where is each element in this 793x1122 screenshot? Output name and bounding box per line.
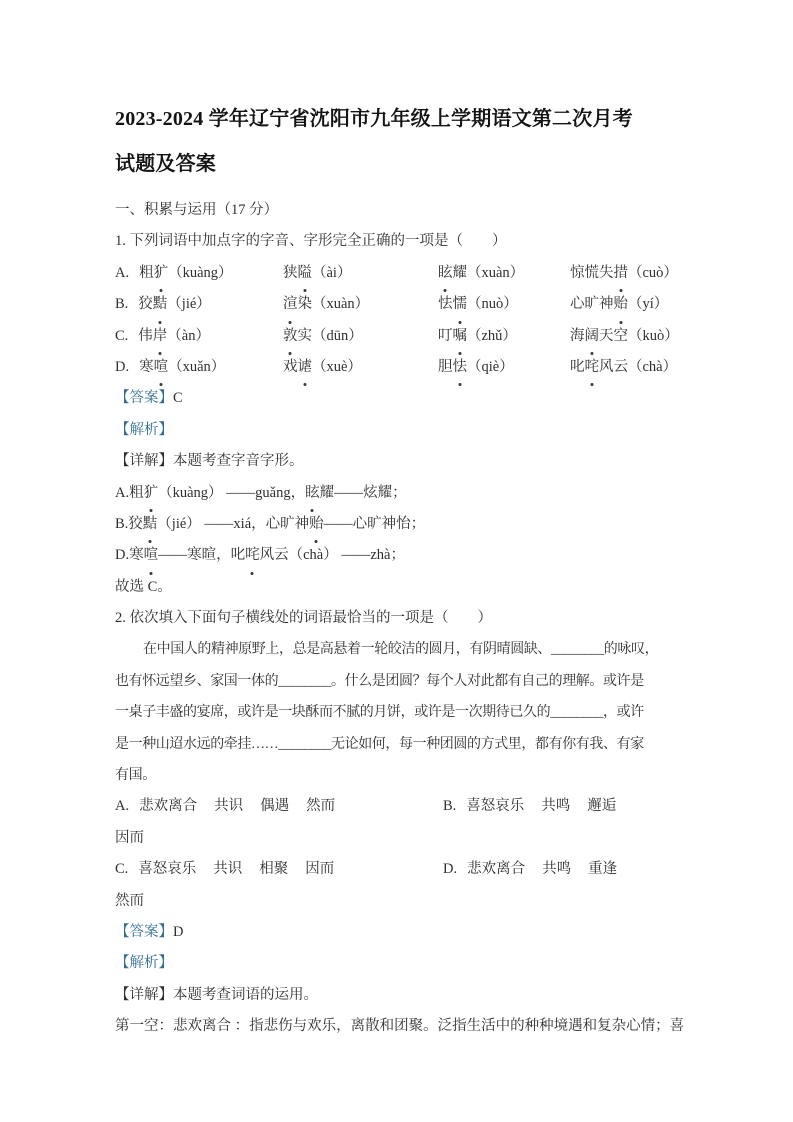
option-label: D. — [115, 358, 130, 375]
option-item: 叮嘱（zhǔ） — [438, 321, 570, 352]
option-item: 海阔天空（kuò） — [570, 321, 693, 352]
q2-answer-value: D — [173, 923, 184, 940]
section-heading: 一、积累与运用（17 分） — [115, 202, 279, 218]
detail-label: 【详解】 — [115, 986, 173, 1003]
q1-explanation-d: D.寒喧——寒暄，叱咤风云（chà） ——zhà； — [115, 540, 693, 571]
q2-option-row-ab — [115, 791, 693, 822]
q1-analysis-line — [115, 415, 693, 446]
option-item: 渲染（xuàn） — [283, 289, 438, 320]
q1-answer-line — [115, 383, 693, 414]
q1-explanation-b: B.狡黠（jié） ——xiá，心旷神贻——心旷神怡； — [115, 509, 693, 540]
option-item: 心旷神贻（yí） — [570, 289, 693, 320]
option-item: 寒喧（xuǎn） — [139, 359, 225, 375]
q2-option-c — [115, 854, 443, 885]
document-title — [115, 97, 693, 187]
detail-label: 【详解】 — [115, 453, 173, 470]
option-word: 重逢 — [588, 861, 618, 878]
q2-stem: 2. 依次填入下面句子横线处的词语最恰当的一项是（ ） — [115, 610, 492, 627]
option-cell — [115, 352, 283, 383]
title-line-1: 2023-2024 学年辽宁省沈阳市九年级上学期语文第二次月考 — [115, 108, 633, 130]
q1-option-b — [115, 289, 693, 320]
option-item: 狭隘（ài） — [283, 258, 438, 289]
option-word: 喜怒哀乐 — [138, 861, 197, 878]
option-item: 狡黠（jié） — [138, 296, 211, 312]
option-word: 共识 — [213, 861, 243, 878]
analysis-label: 【解析】 — [115, 955, 173, 972]
answer-label: 【答案】 — [115, 923, 173, 940]
option-cell — [115, 258, 283, 289]
q1-conclusion: 故选 C。 — [115, 578, 172, 595]
analysis-label: 【解析】 — [115, 421, 173, 438]
title-line-2: 试题及答案 — [115, 153, 216, 175]
option-label: A. — [115, 798, 130, 815]
q1-option-c — [115, 321, 693, 352]
q2-option-a — [115, 791, 443, 822]
option-item: 惊慌失措（cuò） — [570, 258, 693, 289]
option-label: B. — [443, 798, 457, 815]
passage-line: 有国。 — [115, 768, 156, 784]
option-item: 戏谑（xuè） — [283, 352, 438, 383]
q2-passage — [115, 634, 693, 791]
option-word: 相聚 — [259, 861, 289, 878]
answer-label: 【答案】 — [115, 390, 173, 407]
option-word: 共鸣 — [541, 798, 571, 815]
option-item: 叱咤风云（chà） — [570, 352, 693, 383]
q2-option-d — [443, 854, 617, 885]
option-label: A. — [115, 264, 130, 281]
q1-option-a — [115, 258, 693, 289]
passage-line: 也有怀远望乡、家国一体的________。什么是团圆？每个人对此都有自己的理解。或许是 — [115, 673, 644, 689]
option-word: 共鸣 — [542, 861, 572, 878]
option-word: 邂逅 — [587, 798, 617, 815]
option-item: 伟岸（àn） — [138, 328, 210, 344]
option-label: D. — [443, 861, 458, 878]
option-cell — [115, 289, 283, 320]
option-item: 眩耀（xuàn） — [438, 258, 570, 289]
option-word: 共识 — [214, 798, 244, 815]
q1-detail-text: 本题考查字音字形。 — [173, 453, 304, 470]
q2-option-b-wrap: 因而 — [115, 829, 144, 846]
option-item: 敦实（dūn） — [283, 321, 438, 352]
q1-explanation-a: A.粗犷（kuàng） ——guǎng，眩耀——炫耀； — [115, 478, 693, 509]
q2-detail-text: 本题考查词语的运用。 — [173, 986, 318, 1003]
option-word: 偶遇 — [260, 798, 290, 815]
passage-line: 是一种山迢水远的牵挂……________无论如何，每一种团圆的方式里，都有你有我、有家 — [115, 736, 644, 752]
option-word: 悲欢离合 — [467, 861, 526, 878]
q1-stem: 1. 下列词语中加点字的字音、字形完全正确的一项是（ ） — [115, 233, 507, 250]
option-item: 怯懦（nuò） — [438, 289, 570, 320]
option-label: C. — [115, 327, 129, 344]
q2-option-row-cd — [115, 854, 693, 885]
q2-option-d-wrap: 然而 — [115, 892, 144, 909]
q2-option-b — [443, 791, 616, 822]
option-item: 粗犷（kuàng） — [139, 265, 232, 281]
option-word: 悲欢离合 — [139, 798, 198, 815]
passage-line: 在中国人的精神原野上，总是高悬着一轮皎洁的圆月，有阴晴圆缺、________的咏叹， — [143, 642, 659, 658]
q2-analysis-line — [115, 948, 693, 979]
q1-answer-value: C — [173, 390, 183, 407]
option-cell — [115, 321, 283, 352]
q1-option-d — [115, 352, 693, 383]
option-item: 胆怯（qiè） — [438, 352, 570, 383]
option-word: 喜怒哀乐 — [466, 798, 525, 815]
option-word: 因而 — [305, 861, 335, 878]
q1-detail-line — [115, 446, 693, 477]
passage-line: 一桌子丰盛的宴席，或许是一块酥而不腻的月饼，或许是一次期待已久的________，或许 — [115, 705, 644, 721]
q2-answer-line — [115, 917, 693, 948]
option-word: 然而 — [306, 798, 336, 815]
option-label: B. — [115, 296, 129, 313]
option-label: C. — [115, 861, 129, 878]
q2-detail-line — [115, 980, 693, 1011]
q2-explanation-line: 第一空：悲欢离合 ：指悲伤与欢乐，离散和团聚。泛指生活中的种种境遇和复杂心情；喜 — [115, 1018, 685, 1035]
